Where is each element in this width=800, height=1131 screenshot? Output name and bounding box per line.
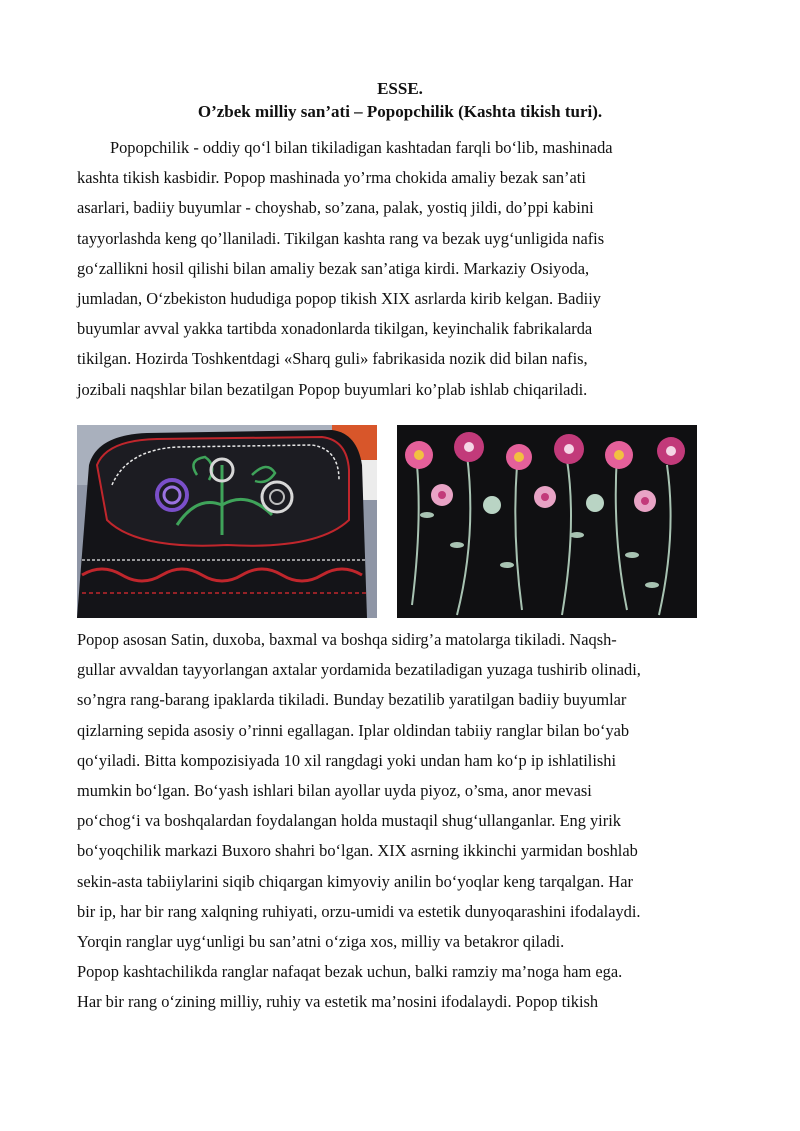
text-line: Popop kashtachilikda ranglar nafaqat bezak uchun, balki ramziy ma’noga ham ega. [77, 962, 623, 982]
document-subtitle: O’zbek milliy san’ati – Popopchilik (Kashta tikish turi). [197, 102, 603, 121]
text-line: jozibali naqshlar bilan bezatilgan Popop buyumlari ko’plab ishlab chiqariladi. [77, 379, 588, 399]
text-line: tayyorlashda keng qo’llaniladi. Tikilgan kashta rang va bezak uyg‘unligida nafis [77, 228, 605, 248]
paragraph-2 [77, 625, 727, 1018]
text-line: jumladan, O‘zbekiston hududiga popop tikish XIX asrlarda kirib kelgan. Badiiy [77, 289, 601, 309]
text-line: qo‘yiladi. Bitta kompozisiyada 10 xil rangdagi yoki undan ham ko‘p ip ishlatilishi [77, 750, 616, 770]
text-line: qizlarning sepida asosiy o’rinni egallagan. Iplar oldindan tabiiy ranglar bilan bo‘yab [77, 720, 630, 740]
text-line: bo‘yoqchilik markazi Buxoro shahri bo‘lgan. XIX asrning ikkinchi yarmidan boshlab [77, 841, 638, 861]
text-line: sekin-asta tabiiylarini siqib chiqargan kimyoviy anilin bo‘yoqlar keng tarqalgan. Har [77, 871, 633, 891]
embroidered-bag-illustration [77, 425, 377, 618]
text-line: Yorqin ranglar uyg‘unligi bu san’atni o‘ziga xos, milliy va betakror qiladi. [77, 932, 565, 952]
text-line: so’ngra rang-barang ipaklarda tikiladi. Bunday bezatilib yaratilgan badiiy buyumlar [77, 690, 627, 710]
text-line: mumkin bo‘lgan. Bo‘yash ishlari bilan ayollar uyda piyoz, o’sma, anor mevasi [77, 781, 592, 801]
text-line: po‘chog‘i va boshqalardan foydalangan holda mustaqil shug‘ullanganlar. Eng yirik [77, 811, 621, 831]
text-line: tikilgan. Hozirda Toshkentdagi «Sharq guli» fabrikasida nozik did bilan nafis, [77, 349, 588, 369]
paragraph-1 [77, 133, 727, 405]
text-line: bir ip, har bir rang xalqning ruhiyati, orzu-umidi va estetik dunyoqarashini ifodalaydi. [77, 901, 641, 921]
text-line: Popopchilik - oddiy qo‘l bilan tikiladigan kashtadan farqli bo‘lib, mashinada [110, 138, 613, 157]
text-line: buyumlar avval yakka tartibda xonadonlarda tikilgan, keyinchalik fabrikalarda [77, 319, 593, 339]
text-line: asarlari, badiiy buyumlar - choyshab, so’zana, palak, yostiq jildi, do’ppi kabini [77, 198, 594, 218]
text-line: gullar avvaldan tayyorlangan axtalar yordamida bezatiladigan yuzaga tushirib olinadi, [77, 660, 641, 680]
text-line: go‘zallikni hosil qilishi bilan amaliy bezak san’atiga kirdi. Markaziy Osiyoda, [77, 258, 590, 278]
text-line: kashta tikish kasbidir. Popop mashinada yo’rma chokida amaliy bezak san’ati [77, 168, 586, 188]
document-title: ESSE. [377, 79, 423, 98]
floral-embroidery-photo [397, 425, 697, 618]
text-line: Popop asosan Satin, duxoba, baxmal va boshqa sidirg’a matolarga tikiladi. Naqsh- [77, 630, 617, 649]
embroidered-bag-photo [77, 425, 377, 618]
text-line: Har bir rang o‘zining milliy, ruhiy va estetik ma’nosini ifodalaydi. Popop tikish [77, 992, 599, 1012]
floral-embroidery-illustration [397, 425, 697, 618]
